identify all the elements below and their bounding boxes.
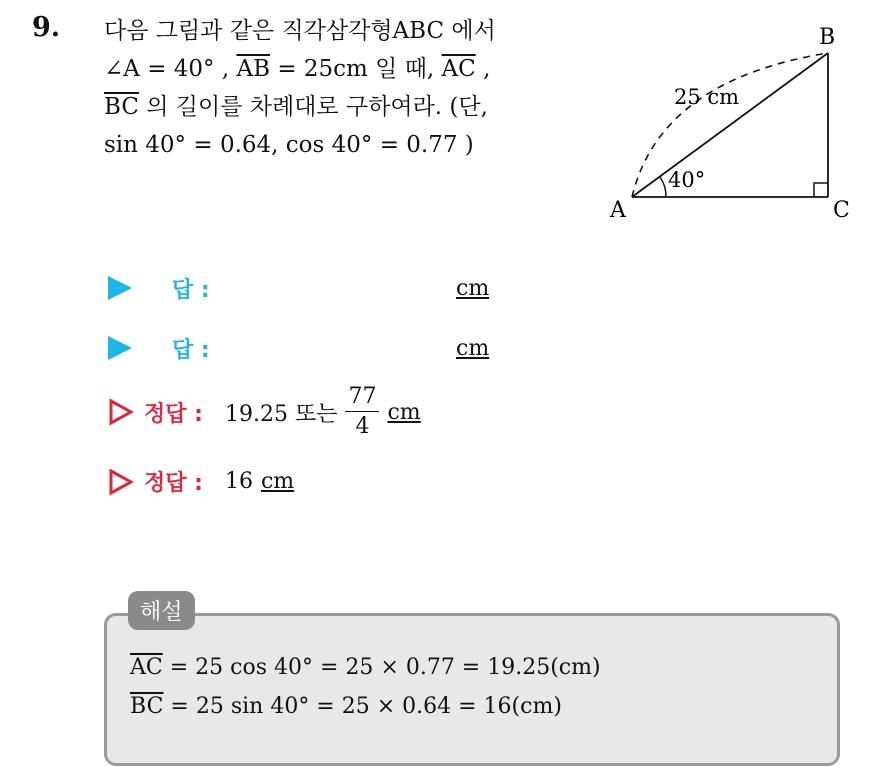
fraction-numerator: 77: [345, 386, 379, 412]
correct-value: 16: [224, 469, 253, 494]
segment-bc: $\overline{BC}$: [130, 694, 164, 719]
correct-answer-row-2: [108, 466, 294, 497]
fraction: [345, 386, 379, 438]
answer-arrow-icon: [108, 336, 132, 360]
correct-unit: cm: [387, 399, 421, 425]
answer-row-1: [108, 268, 210, 308]
solution-box: [104, 613, 840, 766]
answer-arrow-icon: [108, 276, 132, 300]
side-ab: [632, 53, 828, 197]
solution-line-1: $\overline{AC} = 25$ cos 40° = 25 × 0.77 = 19.25(cm): [130, 655, 601, 680]
right-angle-mark: [814, 183, 828, 197]
segment-bc: $\overline{BC}$: [104, 94, 139, 120]
segment-ac: $\overline{AC}$: [441, 56, 476, 82]
answer-label: 답 :: [172, 277, 210, 303]
solution-line-2: $\overline{BC} = 25$ sin 40° = 25 × 0.64 = 16(cm): [130, 694, 562, 719]
question-text: [104, 12, 496, 164]
vertex-a-label: A: [610, 198, 626, 223]
solution-tag: 해설: [128, 591, 195, 630]
vertex-b-label: B: [819, 25, 836, 50]
correct-label: 정답 :: [144, 401, 203, 427]
angle-arc: [660, 177, 666, 197]
segment-ac: $\overline{AC}$: [130, 655, 163, 680]
correct-label: 정답 :: [144, 471, 203, 496]
correct-answer-row-1: [108, 386, 421, 438]
answer-unit: cm: [456, 336, 490, 361]
answer-label: 답 :: [172, 337, 210, 363]
fraction-denominator: 4: [355, 414, 370, 439]
angle-label: 40°: [668, 168, 706, 192]
correct-arrow-icon: [108, 398, 134, 426]
vertex-c-label: C: [833, 198, 850, 223]
correct-arrow-icon: [108, 468, 134, 496]
question-line-2: ∠A = 40° , $\overline{AB} = 25cm$ 일 때, $\overline{AC}$ ,: [104, 56, 491, 82]
triangle-figure: [600, 20, 860, 230]
question-line-4: sin 40° = 0.64, cos 40° = 0.77 ): [104, 132, 474, 158]
segment-ab: $\overline{AB}$: [236, 56, 270, 82]
correct-value: 19.25 또는: [224, 401, 338, 427]
question-line-1: 다음 그림과 같은 직각삼각형ABC 에서: [104, 18, 496, 44]
question-number: 9.: [32, 12, 61, 43]
side-length-label: 25 cm: [674, 85, 740, 109]
answer-unit: cm: [456, 276, 490, 301]
question-line-3: $\overline{BC}$ 의 길이를 차례대로 구하여라. (단,: [104, 94, 488, 120]
correct-unit: cm: [260, 469, 295, 494]
answer-row-2: [108, 328, 210, 368]
